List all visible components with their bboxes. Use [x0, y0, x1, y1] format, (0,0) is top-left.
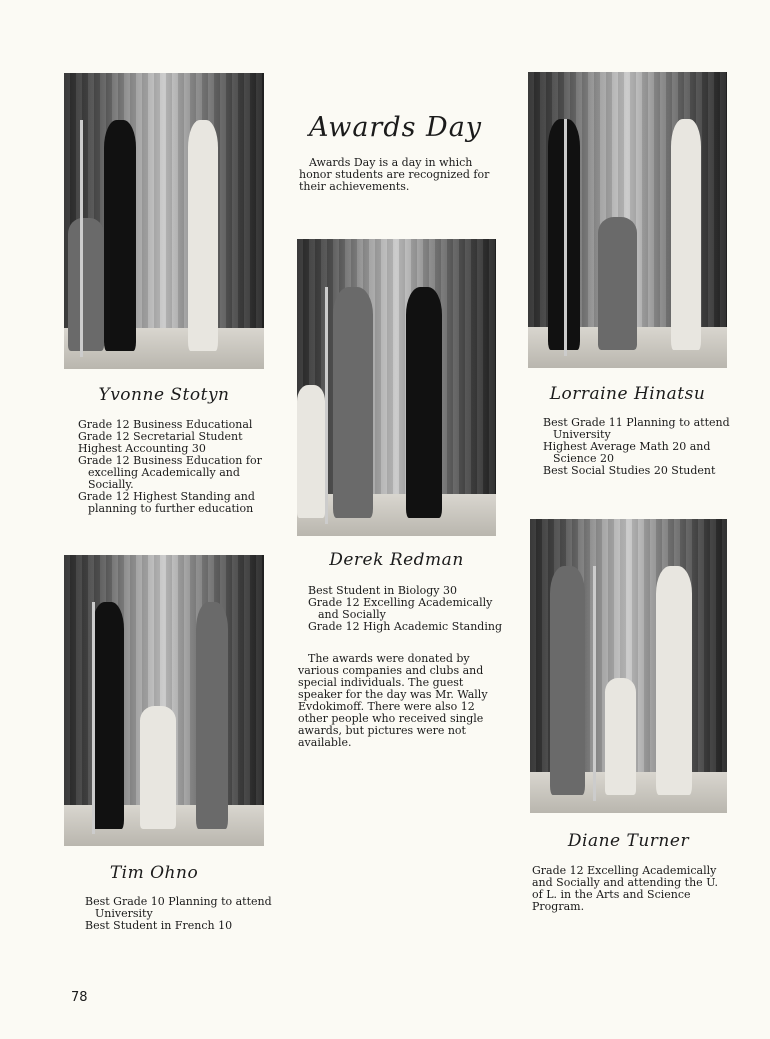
awardee-awards [78, 419, 268, 515]
award-line: Highest Average Math 20 and Science 20 [543, 440, 711, 465]
award-line: Grade 12 Highest Standing and planning to further education [78, 490, 255, 515]
award-line: Best Student in French 10 [85, 919, 233, 932]
awardee-name: Tim Ohno [109, 863, 199, 883]
photo-tim-ohno [64, 555, 264, 846]
award-line: Grade 12 Business Educational [78, 418, 253, 431]
award-line: Grade 12 High Academic Standing [308, 620, 502, 633]
award-line: Best Grade 10 Planning to attend University [85, 895, 272, 920]
awardee-name: Lorraine Hinatsu [549, 384, 706, 404]
awardee-name: Derek Redman [329, 550, 464, 570]
awardee-awards [532, 865, 732, 913]
award-line: Best Grade 11 Planning to attend University [543, 416, 730, 441]
awardee-name: Yvonne Stotyn [98, 385, 230, 405]
awardee-awards [543, 417, 733, 477]
awardee-name: Diane Turner [567, 831, 690, 851]
awardee-awards [85, 896, 275, 932]
award-line: Best Student in Biology 30 [308, 584, 457, 597]
award-line: Best Social Studies 20 Student [543, 464, 716, 477]
page-title: Awards Day [308, 112, 483, 143]
award-line: Grade 12 Business Education for excelling Academically and Socially. [78, 454, 262, 491]
photo-lorraine-hinatsu [528, 72, 727, 368]
award-line: Highest Accounting 30 [78, 442, 206, 455]
award-line: Grade 12 Excelling Academically and Socially and attending the U. of L. in the Arts and Science Program. [532, 864, 718, 913]
page-number: 78 [71, 990, 88, 1005]
photo-yvonne-stotyn [64, 73, 264, 369]
closing-paragraph: The awards were donated by various companies and clubs and special individuals. The guest speaker for the day was Mr. Wally Evdokimoff. There were also 12 other people who received single awards, but pictures were not available. [298, 652, 488, 749]
intro-paragraph: Awards Day is a day in which honor students are recognized for their achievements. [299, 156, 490, 193]
closing-text [298, 653, 496, 749]
award-line: Grade 12 Secretarial Student [78, 430, 243, 443]
awardee-awards [308, 585, 508, 633]
award-line: Grade 12 Excelling Academically and Socially [308, 596, 493, 621]
photo-diane-turner [530, 519, 727, 813]
photo-derek-redman [297, 239, 496, 536]
intro-text [299, 157, 491, 193]
